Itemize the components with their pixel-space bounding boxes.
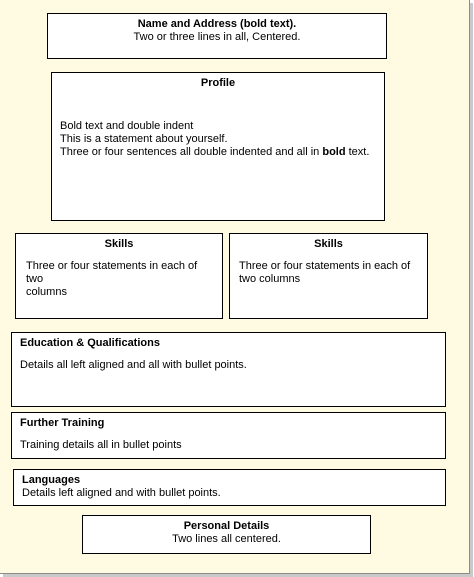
- name-address-text: Two or three lines in all, Centered.: [133, 31, 301, 43]
- education-text: Details all left aligned and all with bullet points.: [20, 359, 247, 371]
- education-box: [11, 332, 446, 407]
- skills-body: [239, 260, 418, 286]
- personal-details-title: Personal Details: [183, 520, 270, 532]
- profile-line: Bold text and double indent: [60, 120, 194, 132]
- training-title: Further Training: [20, 417, 105, 429]
- profile-bold-word: bold: [322, 146, 346, 158]
- skills-box-right: [229, 233, 428, 319]
- languages-box: [13, 469, 446, 506]
- name-address-box: [47, 13, 387, 59]
- profile-line: [60, 146, 376, 159]
- personal-details-text: Two lines all centered.: [172, 533, 281, 545]
- profile-title: Profile: [200, 77, 236, 89]
- skills-line: Three or four statements in each of two: [26, 260, 198, 285]
- skills-box-left: [15, 233, 223, 319]
- languages-title: Languages: [22, 474, 81, 486]
- skills-line: columns: [26, 286, 67, 298]
- languages-text: Details left aligned and with bullet points.: [22, 487, 221, 499]
- training-text: Training details all in bullet points: [20, 439, 182, 451]
- name-address-title: Name and Address (bold text).: [137, 18, 297, 30]
- skills-title: Skills: [314, 238, 343, 250]
- skills-line: Three or four statements in each of: [239, 260, 411, 272]
- skills-title: Skills: [104, 238, 134, 250]
- profile-box: [51, 72, 385, 221]
- skills-body: [26, 260, 212, 299]
- education-title: Education & Qualifications: [20, 337, 160, 349]
- skills-line: two columns: [239, 273, 301, 285]
- personal-details-box: [82, 515, 371, 554]
- profile-body: [60, 120, 376, 159]
- profile-line-text: Three or four sentences all double indented and all in: [60, 146, 323, 158]
- profile-line: This is a statement about yourself.: [60, 133, 228, 145]
- training-box: [11, 412, 446, 459]
- profile-line-text: text.: [345, 146, 370, 158]
